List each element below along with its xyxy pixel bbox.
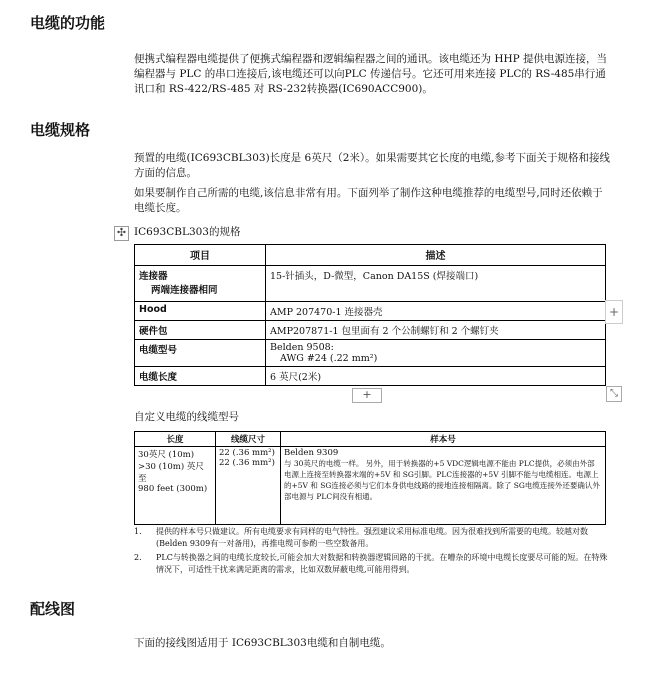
cable-size-2: 22 (.36 mm²) [219, 458, 275, 468]
spec-row-cable-type [135, 340, 606, 367]
spec-cell-item: 电缆型号 [135, 340, 266, 367]
cable-length-1: 30英尺 (10m) [138, 450, 195, 460]
spec-paragraph-1: 预置的电缆(IC693CBL303)长度是 6英尺（2米）。如果需要其它长度的电缆,参考下面关于规格和接线方面的信息。 [134, 152, 610, 179]
spec-cell-item [135, 266, 266, 302]
cable-cell-length [135, 447, 216, 525]
table-move-handle-icon[interactable]: ✣ [114, 226, 129, 241]
cable-header-sample: 样本号 [281, 432, 606, 447]
spec-cable-model: Belden 9508: [270, 342, 334, 353]
spec-cell-desc: 6 英尺(2米) [266, 367, 606, 386]
spec-cell-item: 电缆长度 [135, 367, 266, 386]
spec-cell-desc: AMP207871-1 包里面有 2 个公制螺钉和 2 个螺钉夹 [266, 321, 606, 340]
cable-length-2: >30 (10m) 英尺至 [138, 462, 204, 484]
notes-list [134, 526, 608, 578]
cable-sample-desc: 与 30英尺的电缆一样。 另外，用于转换器的+5 VDC逻辑电源不能由 PLC提供，必须由外部电源上连接至转换器末端的+5V 和 SG引脚。PLC连接器的+5V 引脚不能与电缆相连。电源上的+5V 和 SG连接必须与它们本身供电线路的接地连接相隔离。除了 SG电缆连接外还要确认外部电源与 PLC间没有相通。 [284, 459, 600, 501]
cable-table-header-row [135, 432, 606, 447]
note-number: 2. [134, 553, 142, 562]
cable-header-length: 长度 [135, 432, 216, 447]
cable-cell-sample [281, 447, 606, 525]
spec-row-hood [135, 302, 606, 321]
note-item [134, 552, 608, 576]
add-column-button[interactable]: + [605, 300, 623, 324]
spec-table [134, 244, 606, 386]
cable-length-3: 980 feet (300m) [138, 484, 208, 494]
function-heading: 电缆的功能 [30, 14, 106, 32]
note-item [134, 526, 608, 550]
spec-row-hardware [135, 321, 606, 340]
cable-header-size: 线缆尺寸 [216, 432, 281, 447]
spec-row-length [135, 367, 606, 386]
spec-table-header-row [135, 245, 606, 266]
function-paragraph: 便携式编程器电缆提供了便携式编程器和逻辑编程器之间的通讯。该电缆还为 HHP 提供电源连接，当编程器与 PLC 的串口连接后,该电缆还可以向PLC 传递信号。它还可用来连接 PLC的 RS-485串行通讯口和 RS-422/RS-485 对 RS-232转换器(IC690ACC900)。 [134, 53, 608, 95]
spec-header-item: 项目 [135, 245, 266, 266]
add-row-button[interactable]: + [352, 388, 382, 403]
spec-heading: 电缆规格 [30, 121, 91, 139]
spec-cell-desc: 15-针插头，D-微型，Canon DA15S (焊接端口) [266, 266, 606, 302]
spec-cell-item: 硬件包 [135, 321, 266, 340]
cable-cell-size [216, 447, 281, 525]
spec-header-desc: 描述 [266, 245, 606, 266]
cable-table-caption: 自定义电缆的线缆型号 [134, 411, 239, 423]
spec-cell-item: Hood [135, 302, 266, 321]
spec-table-caption: IC693CBL303的规格 [134, 226, 241, 238]
cable-table-row [135, 447, 606, 525]
cable-table [134, 431, 606, 525]
wiring-heading: 配线图 [30, 600, 76, 618]
cable-sample-title: Belden 9309 [284, 448, 339, 458]
note-number: 1. [134, 527, 142, 536]
spec-paragraph-2: 如果要制作自己所需的电缆,该信息非常有用。下面列举了制作这种电缆推荐的电缆型号,同时还依赖于电缆长度。 [134, 187, 603, 214]
note-text: PLC与转换器之间的电缆长度较长,可能会加大对数据和转换器逻辑回路的干扰。在嘈杂的环境中电缆长度要尽可能的短。在特殊情况下，可适性干扰来满足距离的需求，比如双数屏蔽电缆,可能用得到。 [156, 553, 608, 574]
table-resize-icon[interactable]: ⤡ [606, 386, 622, 402]
cable-size-1: 22 (.36 mm²) [219, 448, 275, 458]
wiring-paragraph: 下面的接线图适用于 IC693CBL303电缆和自制电缆。 [134, 637, 391, 649]
spec-item-connector-sub: 两端连接器相同 [151, 285, 218, 296]
spec-row-connector [135, 266, 606, 302]
spec-item-connector: 连接器 [139, 271, 168, 282]
spec-cable-awg: AWG #24 (.22 mm²) [280, 353, 378, 364]
note-text: 提供的样本号只做建议。所有电缆要求有同样的电气特性。强烈建议采用标准电缆。因为很难找到所需要的电缆。较越对数 (Belden 9309有一对备用)，再推电缆可参酌一些空数备用。 [156, 527, 588, 548]
spec-cell-desc [266, 340, 606, 367]
spec-cell-desc: AMP 207470-1 连接器壳 [266, 302, 606, 321]
